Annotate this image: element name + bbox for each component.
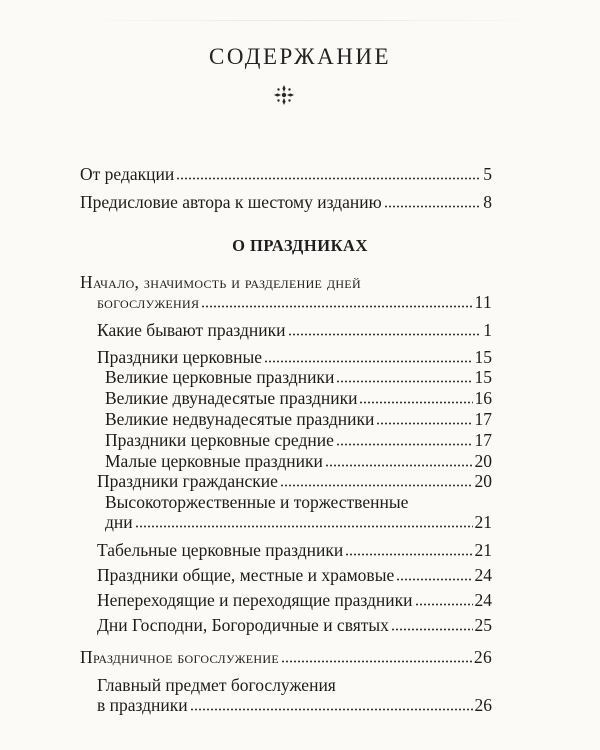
toc-entry-page: 15 [474, 367, 492, 387]
leader-dots [359, 390, 472, 404]
toc-entry-label: Праздники церковные [97, 347, 263, 367]
leader-dots [384, 194, 482, 208]
toc-entry-page: 21 [474, 512, 492, 532]
toc-entry-label: Праздники гражданские [97, 471, 278, 491]
toc-entry[interactable] [105, 408, 492, 430]
leader-dots [336, 369, 472, 383]
toc-entry-label: богослужения [97, 292, 200, 312]
toc-entry[interactable] [97, 614, 492, 636]
toc-entry-label: Табельные церковные праздники [97, 540, 344, 560]
toc-entry[interactable] [105, 511, 492, 533]
toc-entry[interactable] [105, 387, 492, 409]
toc-entry[interactable] [80, 163, 492, 185]
bleed-through-shadow [70, 20, 550, 21]
leader-dots [135, 514, 473, 528]
toc-entry-line1: Высокоторжественные и торжественные [105, 492, 409, 512]
leader-dots [176, 166, 481, 180]
page-title: СОДЕРЖАНИЕ [208, 44, 391, 69]
toc-entry-label: Праздничное богослужение [80, 647, 279, 667]
toc-entry-label: Дни Господни, Богородичные и святых [97, 615, 389, 635]
leader-dots [376, 411, 472, 425]
leader-dots [415, 592, 473, 606]
toc-entry[interactable] [97, 470, 492, 492]
toc-entry-page: 8 [483, 192, 492, 212]
cross-ornament-icon [273, 84, 295, 106]
toc-entry-label: дни [105, 512, 133, 532]
toc-entry-page: 26 [474, 695, 492, 715]
toc-entry-page: 24 [474, 590, 492, 610]
leader-dots [281, 649, 472, 663]
toc-entry-page: 5 [483, 164, 492, 184]
leader-dots [288, 322, 482, 336]
leader-dots [336, 432, 473, 446]
leader-dots [201, 294, 472, 308]
toc-entry[interactable] [97, 589, 492, 611]
toc-entry-label: От редакции [80, 164, 175, 184]
toc-entry[interactable] [80, 191, 492, 213]
toc-entry-label: Праздники общие, местные и храмовые [97, 565, 395, 585]
leader-dots [325, 453, 473, 467]
section-title: О ПРАЗДНИКАХ [232, 236, 368, 255]
toc-entry[interactable] [97, 346, 492, 368]
toc-entry[interactable] [105, 366, 492, 388]
leader-dots [190, 697, 473, 711]
toc-entry-label: Великие церковные праздники [105, 367, 335, 387]
toc-entry-label: в праздники [97, 695, 188, 715]
toc-entry-page: 21 [474, 540, 492, 560]
toc-entry[interactable] [105, 429, 492, 451]
leader-dots [264, 349, 472, 363]
toc-entry-part2[interactable] [80, 646, 492, 668]
toc-entry-page: 1 [483, 320, 492, 340]
toc-entry[interactable] [97, 539, 492, 561]
toc-entry-page: 16 [474, 388, 492, 408]
leader-dots [345, 542, 472, 556]
toc-entry[interactable] [105, 450, 492, 472]
toc-entry-page: 20 [474, 451, 492, 471]
toc-entry-label: Великие недвунадесятые праздники [105, 409, 375, 429]
toc-entry-page: 25 [474, 615, 492, 635]
part-heading-line1: Начало, значимость и разделение дней [80, 272, 361, 292]
toc-entry-label: Великие двунадесятые праздники [105, 388, 358, 408]
leader-dots [396, 567, 472, 581]
toc-entry-page: 11 [474, 292, 492, 312]
toc-entry-part1[interactable] [97, 291, 492, 313]
toc-entry-label: Праздники церковные средние [105, 430, 334, 450]
toc-entry-page: 24 [474, 565, 492, 585]
toc-entry-page: 17 [474, 409, 492, 429]
toc-entry-label: Непереходящие и переходящие праздники [97, 590, 413, 610]
toc-entry-label: Какие бывают праздники [97, 320, 286, 340]
toc-entry[interactable] [97, 319, 492, 341]
leader-dots [391, 617, 473, 631]
toc-entry[interactable] [97, 564, 492, 586]
leader-dots [280, 473, 473, 487]
toc-entry-line1: Главный предмет богослужения [97, 675, 336, 695]
toc-entry[interactable] [97, 694, 492, 716]
toc-entry-page: 17 [474, 430, 492, 450]
toc-entry-label: Малые церковные праздники [105, 451, 323, 471]
toc-entry-page: 20 [474, 471, 492, 491]
toc-entry-label: Предисловие автора к шестому изданию [80, 192, 382, 212]
toc-entry-page: 15 [474, 347, 492, 367]
toc-entry-page: 26 [473, 647, 492, 667]
